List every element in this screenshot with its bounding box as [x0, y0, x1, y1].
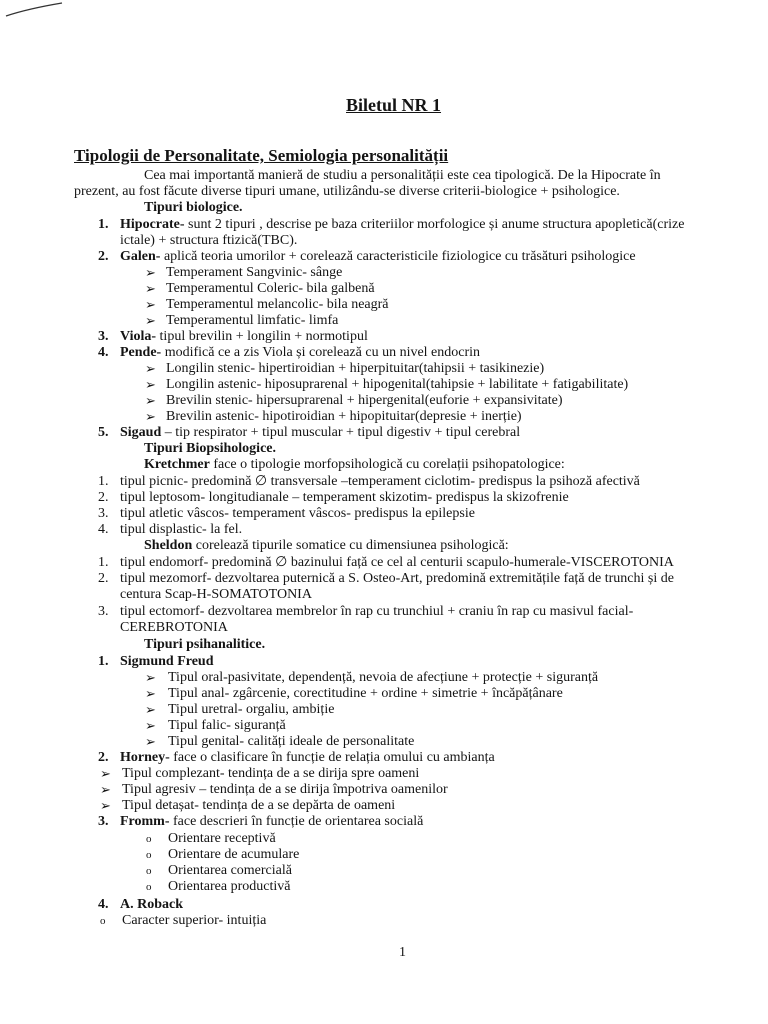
pen-stroke-mark [4, 0, 64, 20]
list-item-galen [120, 249, 636, 265]
arrow-bullet-icon: ➢ [145, 702, 156, 717]
arrow-bullet-icon: ➢ [100, 798, 111, 813]
arrow-bullet-icon: ➢ [145, 361, 156, 376]
sub-item: Orientare de acumulare [168, 847, 300, 862]
page-number: 1 [399, 945, 406, 960]
kretchmer-intro [144, 457, 565, 473]
sub-item: Tipul oral-pasivitate, dependență, nevoia de afecțiune + protecție + siguranță [168, 670, 599, 685]
sub-item: Tipul agresiv – tendința de a se dirija împotriva oamenilor [122, 782, 448, 797]
list-number: 3. [98, 814, 109, 829]
list-item-sigaud [120, 425, 520, 441]
heading-tipuri-psihanalitice: Tipuri psihanalitice. [144, 637, 266, 652]
list-item-text-continued: CEREBROTONIA [120, 620, 228, 635]
sub-item: Tipul complezant- tendința de a se dirija spre oameni [122, 766, 420, 781]
author-name: Galen- [120, 249, 161, 264]
arrow-bullet-icon: ➢ [145, 686, 156, 701]
sub-item: Longilin stenic- hipertiroidian + hiperpituitar(tahipsii + tasikinezie) [166, 361, 545, 376]
item-text: face o clasificare în funcție de relația omului cu ambianța [169, 750, 495, 765]
arrow-bullet-icon: ➢ [145, 670, 156, 685]
item-text: tipul brevilin + longilin + normotipul [156, 329, 368, 344]
arrow-bullet-icon: ➢ [145, 718, 156, 733]
heading-tipuri-biopsihologice: Tipuri Biopsihologice. [144, 441, 276, 456]
item-text: corelează tipurile somatice cu dimensiunea psihologică: [192, 538, 509, 553]
circle-bullet-icon: o [100, 915, 106, 927]
author-name: Pende- [120, 345, 162, 360]
arrow-bullet-icon: ➢ [145, 393, 156, 408]
list-item-hipocrate [120, 217, 684, 233]
list-number: 3. [98, 506, 109, 521]
author-name: Viola- [120, 329, 157, 344]
list-item: tipul mezomorf- dezvoltarea puternică a S. Osteo-Art, predomină extremitățile față de trunchi și de [120, 571, 674, 586]
sub-item: Temperamentul melancolic- bila neagră [166, 297, 389, 312]
sub-item: Brevilin stenic- hipersuprarenal + hipergenital(euforie + expansivitate) [166, 393, 563, 408]
list-number: 5. [98, 425, 109, 440]
circle-bullet-icon: o [146, 881, 152, 893]
list-number: 4. [98, 345, 109, 360]
item-text: sunt 2 tipuri , descrise pe baza criteriilor morfologice și anume structura apopletică(crize [184, 217, 685, 232]
sub-item: Tipul anal- zgârcenie, corectitudine + ordine + simetrie + încăpățânare [168, 686, 563, 701]
sub-item: Tipul uretral- orgaliu, ambiție [168, 702, 335, 717]
author-name: Sheldon [144, 538, 193, 553]
intro-line-1: Cea mai importantă manieră de studiu a personalității este cea tipologică. De la Hipocrate în [144, 168, 661, 183]
arrow-bullet-icon: ➢ [145, 297, 156, 312]
author-name: Hipocrate- [120, 217, 185, 232]
list-item: tipul endomorf- predomină ∅ bazinului față ce cel al centurii scapulo-humerale-VISCEROTONIA [120, 555, 674, 570]
sub-item: Brevilin astenic- hipotiroidian + hipopituitar(depresie + inerție) [166, 409, 522, 424]
sub-item: Tipul genital- calități ideale de personalitate [168, 734, 415, 749]
author-name-freud: Sigmund Freud [120, 654, 214, 669]
sheldon-intro [144, 538, 509, 554]
heading-tipuri-biologice: Tipuri biologice. [144, 200, 243, 215]
list-item: tipul ectomorf- dezvoltarea membrelor în rap cu trunchiul + craniu în rap cu masivul facial- [120, 604, 634, 619]
arrow-bullet-icon: ➢ [145, 734, 156, 749]
circle-bullet-icon: o [146, 865, 152, 877]
list-number: 1. [98, 474, 109, 489]
author-name: Fromm- [120, 814, 170, 829]
list-number: 2. [98, 750, 109, 765]
sub-item: Temperament Sangvinic- sânge [166, 265, 343, 280]
list-number: 4. [98, 522, 109, 537]
sub-item: Orientarea comercială [168, 863, 292, 878]
list-item-fromm [120, 814, 423, 830]
list-item-text-continued: centura Scap-H-SOMATOTONIA [120, 587, 312, 602]
sub-item: Orientarea productivă [168, 879, 291, 894]
list-item: tipul displastic- la fel. [120, 522, 243, 537]
circle-bullet-icon: o [146, 833, 152, 845]
author-name: Kretchmer [144, 457, 210, 472]
list-item-viola [120, 329, 368, 345]
list-number: 2. [98, 249, 109, 264]
arrow-bullet-icon: ➢ [145, 409, 156, 424]
list-item: tipul leptosom- longitudianale – temperament skizotim- predispus la skizofrenie [120, 490, 569, 505]
list-item: tipul atletic vâscos- temperament vâscos- predispus la epilepsie [120, 506, 475, 521]
item-text: face o tipologie morfopsihologică cu corelații psihopatologice: [209, 457, 565, 472]
author-name: Horney- [120, 750, 170, 765]
sub-item: Caracter superior- intuiția [122, 913, 267, 928]
section-subtitle: Tipologii de Personalitate, Semiologia personalității [74, 146, 449, 165]
item-text: aplică teoria umorilor + corelează caracteristicile fiziologice cu trăsături psihologice [160, 249, 636, 264]
arrow-bullet-icon: ➢ [145, 281, 156, 296]
list-item-pende [120, 345, 480, 361]
list-number: 1. [98, 555, 109, 570]
arrow-bullet-icon: ➢ [145, 313, 156, 328]
arrow-bullet-icon: ➢ [145, 265, 156, 280]
item-text: face descrieri în funcție de orientarea socială [169, 814, 424, 829]
document-title: Biletul NR 1 [346, 95, 442, 115]
list-number: 2. [98, 571, 109, 586]
list-item-text-continued: ictale) + structura ftizică(TBC). [120, 233, 298, 248]
item-text: – tip respirator + tipul muscular + tipul digestiv + tipul cerebral [161, 425, 521, 440]
sub-item: Tipul detașat- tendința de a se depărta de oameni [122, 798, 396, 813]
author-name-roback: A. Roback [120, 897, 184, 912]
sub-item: Temperamentul limfatic- limfa [166, 313, 339, 328]
list-number: 4. [98, 897, 109, 912]
sub-item: Longilin astenic- hiposuprarenal + hipogenital(tahipsie + labilitate + fatigabilitate) [166, 377, 629, 392]
list-item-horney [120, 750, 495, 766]
list-number: 3. [98, 329, 109, 344]
item-text: modifică ce a zis Viola și corelează cu un nivel endocrin [161, 345, 481, 360]
arrow-bullet-icon: ➢ [145, 377, 156, 392]
list-number: 1. [98, 654, 109, 669]
list-number: 3. [98, 604, 109, 619]
circle-bullet-icon: o [146, 849, 152, 861]
list-number: 1. [98, 217, 109, 232]
sub-item: Temperamentul Coleric- bila galbenă [166, 281, 375, 296]
arrow-bullet-icon: ➢ [100, 766, 111, 781]
list-number: 2. [98, 490, 109, 505]
author-name: Sigaud [120, 425, 162, 440]
sub-item: Orientare receptivă [168, 831, 276, 846]
intro-line-2: prezent, au fost făcute diverse tipuri umane, utilizându-se diverse criterii-biologice + psihologice. [74, 184, 620, 199]
arrow-bullet-icon: ➢ [100, 782, 111, 797]
sub-item: Tipul falic- siguranță [168, 718, 286, 733]
list-item: tipul picnic- predomină ∅ transversale –temperament ciclotim- predispus la psihoză afectivă [120, 474, 640, 489]
